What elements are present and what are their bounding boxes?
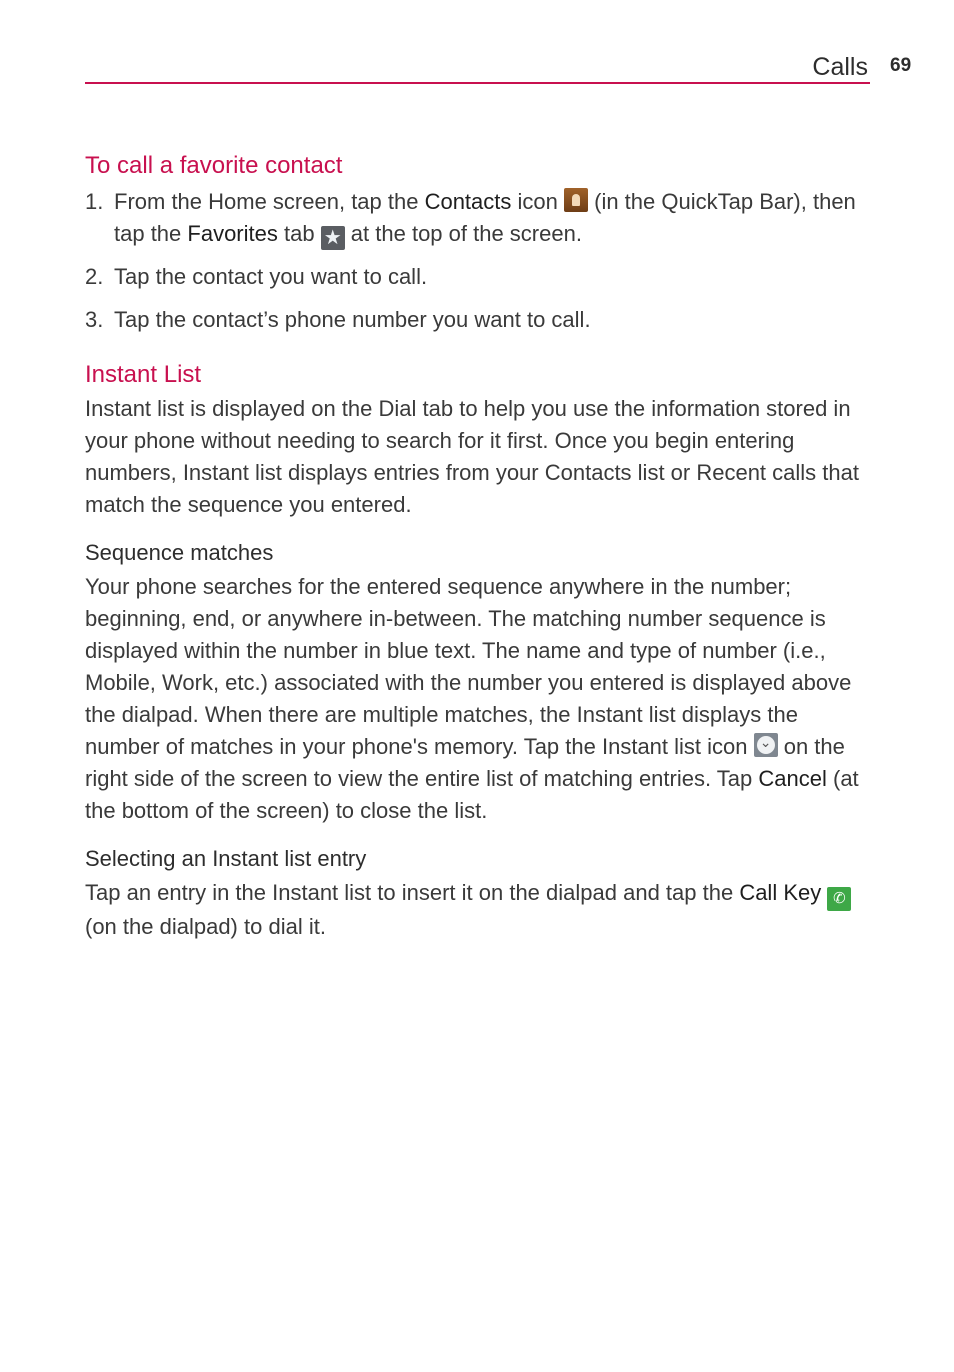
heading-instant-list: Instant List	[85, 361, 202, 388]
page-number: 69	[890, 55, 912, 76]
call-key-label: Call Key	[739, 880, 822, 905]
step-1: 1. From the Home screen, tap the Contacts icon (in the QuickTap Bar), then tap the Favorites tab ★ at the top of the screen.	[85, 189, 856, 249]
page-content	[85, 148, 875, 943]
instant-list-body: Instant list is displayed on the Dial tab to help you use the information stored in your phone without needing to search for it first. Once you begin entering numbers, Instant list displays entries from your Contacts list or Recent calls that match the sequence you entered.	[85, 396, 859, 517]
step-3: 3. Tap the contact’s phone number you want to call.	[85, 307, 591, 332]
favorites-star-icon: ★	[321, 226, 345, 250]
favorites-label: Favorites	[187, 221, 278, 246]
page-header	[85, 50, 870, 84]
section-title: Calls	[812, 53, 868, 81]
cancel-label: Cancel	[758, 766, 827, 791]
selecting-entry-body: Tap an entry in the Instant list to insert it on the dialpad and tap the Call Key ✆ (on the dialpad) to dial it.	[85, 877, 875, 943]
step-2: 2. Tap the contact you want to call.	[85, 264, 428, 289]
steps-list	[85, 186, 875, 336]
contacts-icon	[564, 188, 588, 212]
heading-sequence-matches: Sequence matches	[85, 540, 274, 565]
heading-selecting-entry: Selecting an Instant list entry	[85, 846, 367, 871]
instant-list-icon	[754, 733, 778, 757]
call-key-icon: ✆	[827, 887, 851, 911]
contacts-label: Contacts	[424, 189, 512, 214]
sequence-matches-body: Your phone searches for the entered sequence anywhere in the number; beginning, end, or anywhere in-between. The matching number sequence is displayed within the number in blue text. The name and type of number (i.e., Mobile, Work, etc.) associated with the number you entered is displayed above the dialpad. When there are multiple matches, the Instant list displays the number of matches in your phone's memory. Tap the Instant list icon ⌄ on the right side of the screen to view the entire list of matching entries. Tap Cancel (at the bottom of the screen) to close the list.	[85, 571, 875, 827]
heading-call-favorite: To call a favorite contact	[85, 152, 343, 179]
